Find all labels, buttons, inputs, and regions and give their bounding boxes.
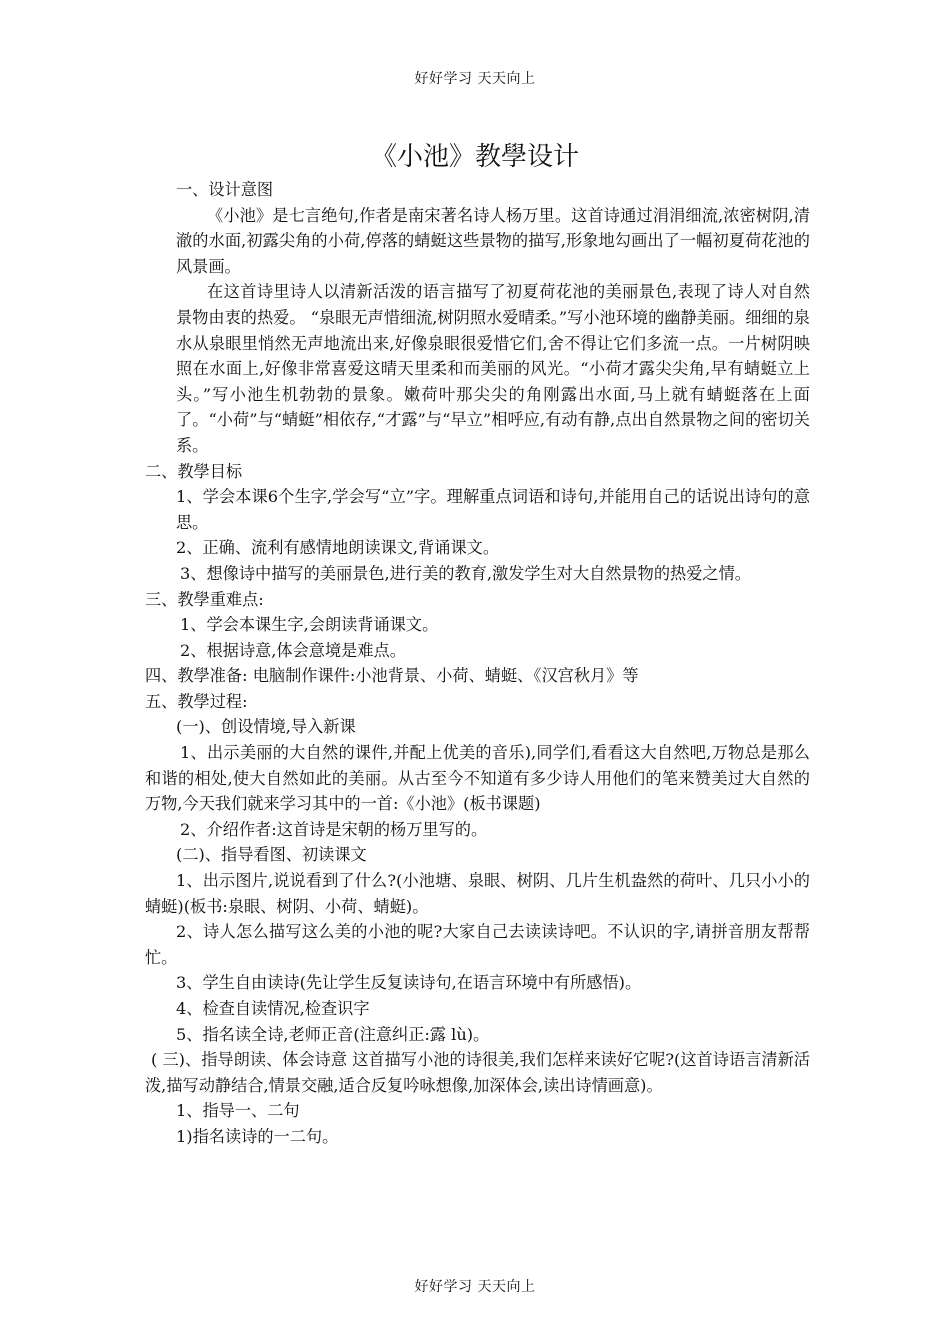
- section-heading-design-intent: 一、设计意图: [176, 180, 274, 199]
- list-item: 1、学会本课6个生字,学会写“立”字。理解重点词语和诗句,并能用自己的话说出诗句的意思。: [176, 487, 810, 532]
- section-heading-process: 五、教學过程:: [145, 691, 248, 711]
- paragraph: 在这首诗里诗人以清新活泼的语言描写了初夏荷花池的美丽景色,表现了诗人对自然景物由衷的热爱。 “泉眼无声惜细流,树阴照水爱晴柔。”写小池环境的幽静美丽。细细的泉水从泉眼里悄然无声地流出来,好像泉眼很爱惜它们,舍不得让它们多流一点。一片树阴映照在水面上,好像非常喜爱这晴天里柔和而美丽的风光。“小荷才露尖尖角,早有蜻蜓立上头。”写小池生机勃勃的景象。嫩荷叶那尖尖的角刚露出水面,马上就有蜻蜓落在上面了。“小荷”与“蜻蜓”相依存,“才露”与“早立”相呼应,有动有静,点出自然景物之间的密切关系。: [176, 282, 810, 455]
- page-header: 好好学习 天天向上: [414, 71, 536, 87]
- subsection-heading: ( 三)、指导朗读、体会诗意 这首描写小池的诗很美,我们怎样来读好它呢?(这首诗语言清新活泼,描写动静结合,情景交融,适合反复吟咏想像,加深体会,读出诗情画意)。: [145, 1050, 810, 1095]
- list-item: 1、出示图片,说说看到了什么?(小池塘、泉眼、树阴、几片生机盎然的荷叶、几只小小的蜻蜓)(板书:泉眼、树阴、小荷、蜻蜓)。: [145, 871, 810, 916]
- paragraph: 《小池》是七言绝句,作者是南宋著名诗人杨万里。这首诗通过涓涓细流,浓密树阴,清澈的水面,初露尖角的小荷,停落的蜻蜓这些景物的描写,形象地勾画出了一幅初夏荷花池的风景画。: [176, 205, 810, 276]
- section-heading-teaching-goals: 二、教學目标: [145, 461, 243, 481]
- list-item: 2、根据诗意,体会意境是难点。: [180, 640, 406, 660]
- page-footer: 好好学习 天天向上: [414, 1279, 536, 1295]
- list-item: 2、正确、流利有感情地朗读课文,背诵课文。: [176, 538, 500, 558]
- subsection-heading: (一)、创设情境,导入新课: [176, 717, 356, 737]
- list-item: 3、学生自由读诗(先让学生反复读诗句,在语言环境中有所感悟)。: [176, 973, 642, 993]
- list-item: 5、指名读全诗,老师正音(注意纠正:露 lù)。: [176, 1024, 490, 1044]
- list-item: 2、介绍作者:这首诗是宋朝的杨万里写的。: [180, 819, 488, 839]
- section-heading-preparation: 四、教學准备: 电脑制作课件:小池背景、小荷、蜻蜓、《汉宫秋月》等: [145, 666, 639, 686]
- list-item: 1、学会本课生字,会朗读背诵课文。: [180, 615, 439, 635]
- document-body: [145, 177, 810, 1150]
- list-item: 1)指名读诗的一二句。: [176, 1126, 339, 1146]
- list-item: 1、指导一、二句: [176, 1101, 300, 1121]
- list-item: 2、诗人怎么描写这么美的小池的呢?大家自己去读读诗吧。不认识的字,请拼音朋友帮帮忙。: [145, 922, 810, 967]
- document-title: 《小池》教學设计: [370, 142, 579, 172]
- subsection-heading: (二)、指导看图、初读课文: [176, 845, 367, 865]
- list-item: 3、想像诗中描写的美丽景色,进行美的教育,激发学生对大自然景物的热爱之情。: [180, 563, 751, 583]
- section-heading-key-points: 三、教學重难点:: [145, 589, 264, 609]
- list-item: 1、出示美丽的大自然的课件,并配上优美的音乐),同学们,看看这大自然吧,万物总是那么和谐的相处,使大自然如此的美丽。从古至今不知道有多少诗人用他们的笔来赞美过大自然的万物,今天我们就来学习其中的一首:《小池》(板书课题): [145, 743, 810, 814]
- list-item: 4、检查自读情况,检查识字: [176, 999, 370, 1018]
